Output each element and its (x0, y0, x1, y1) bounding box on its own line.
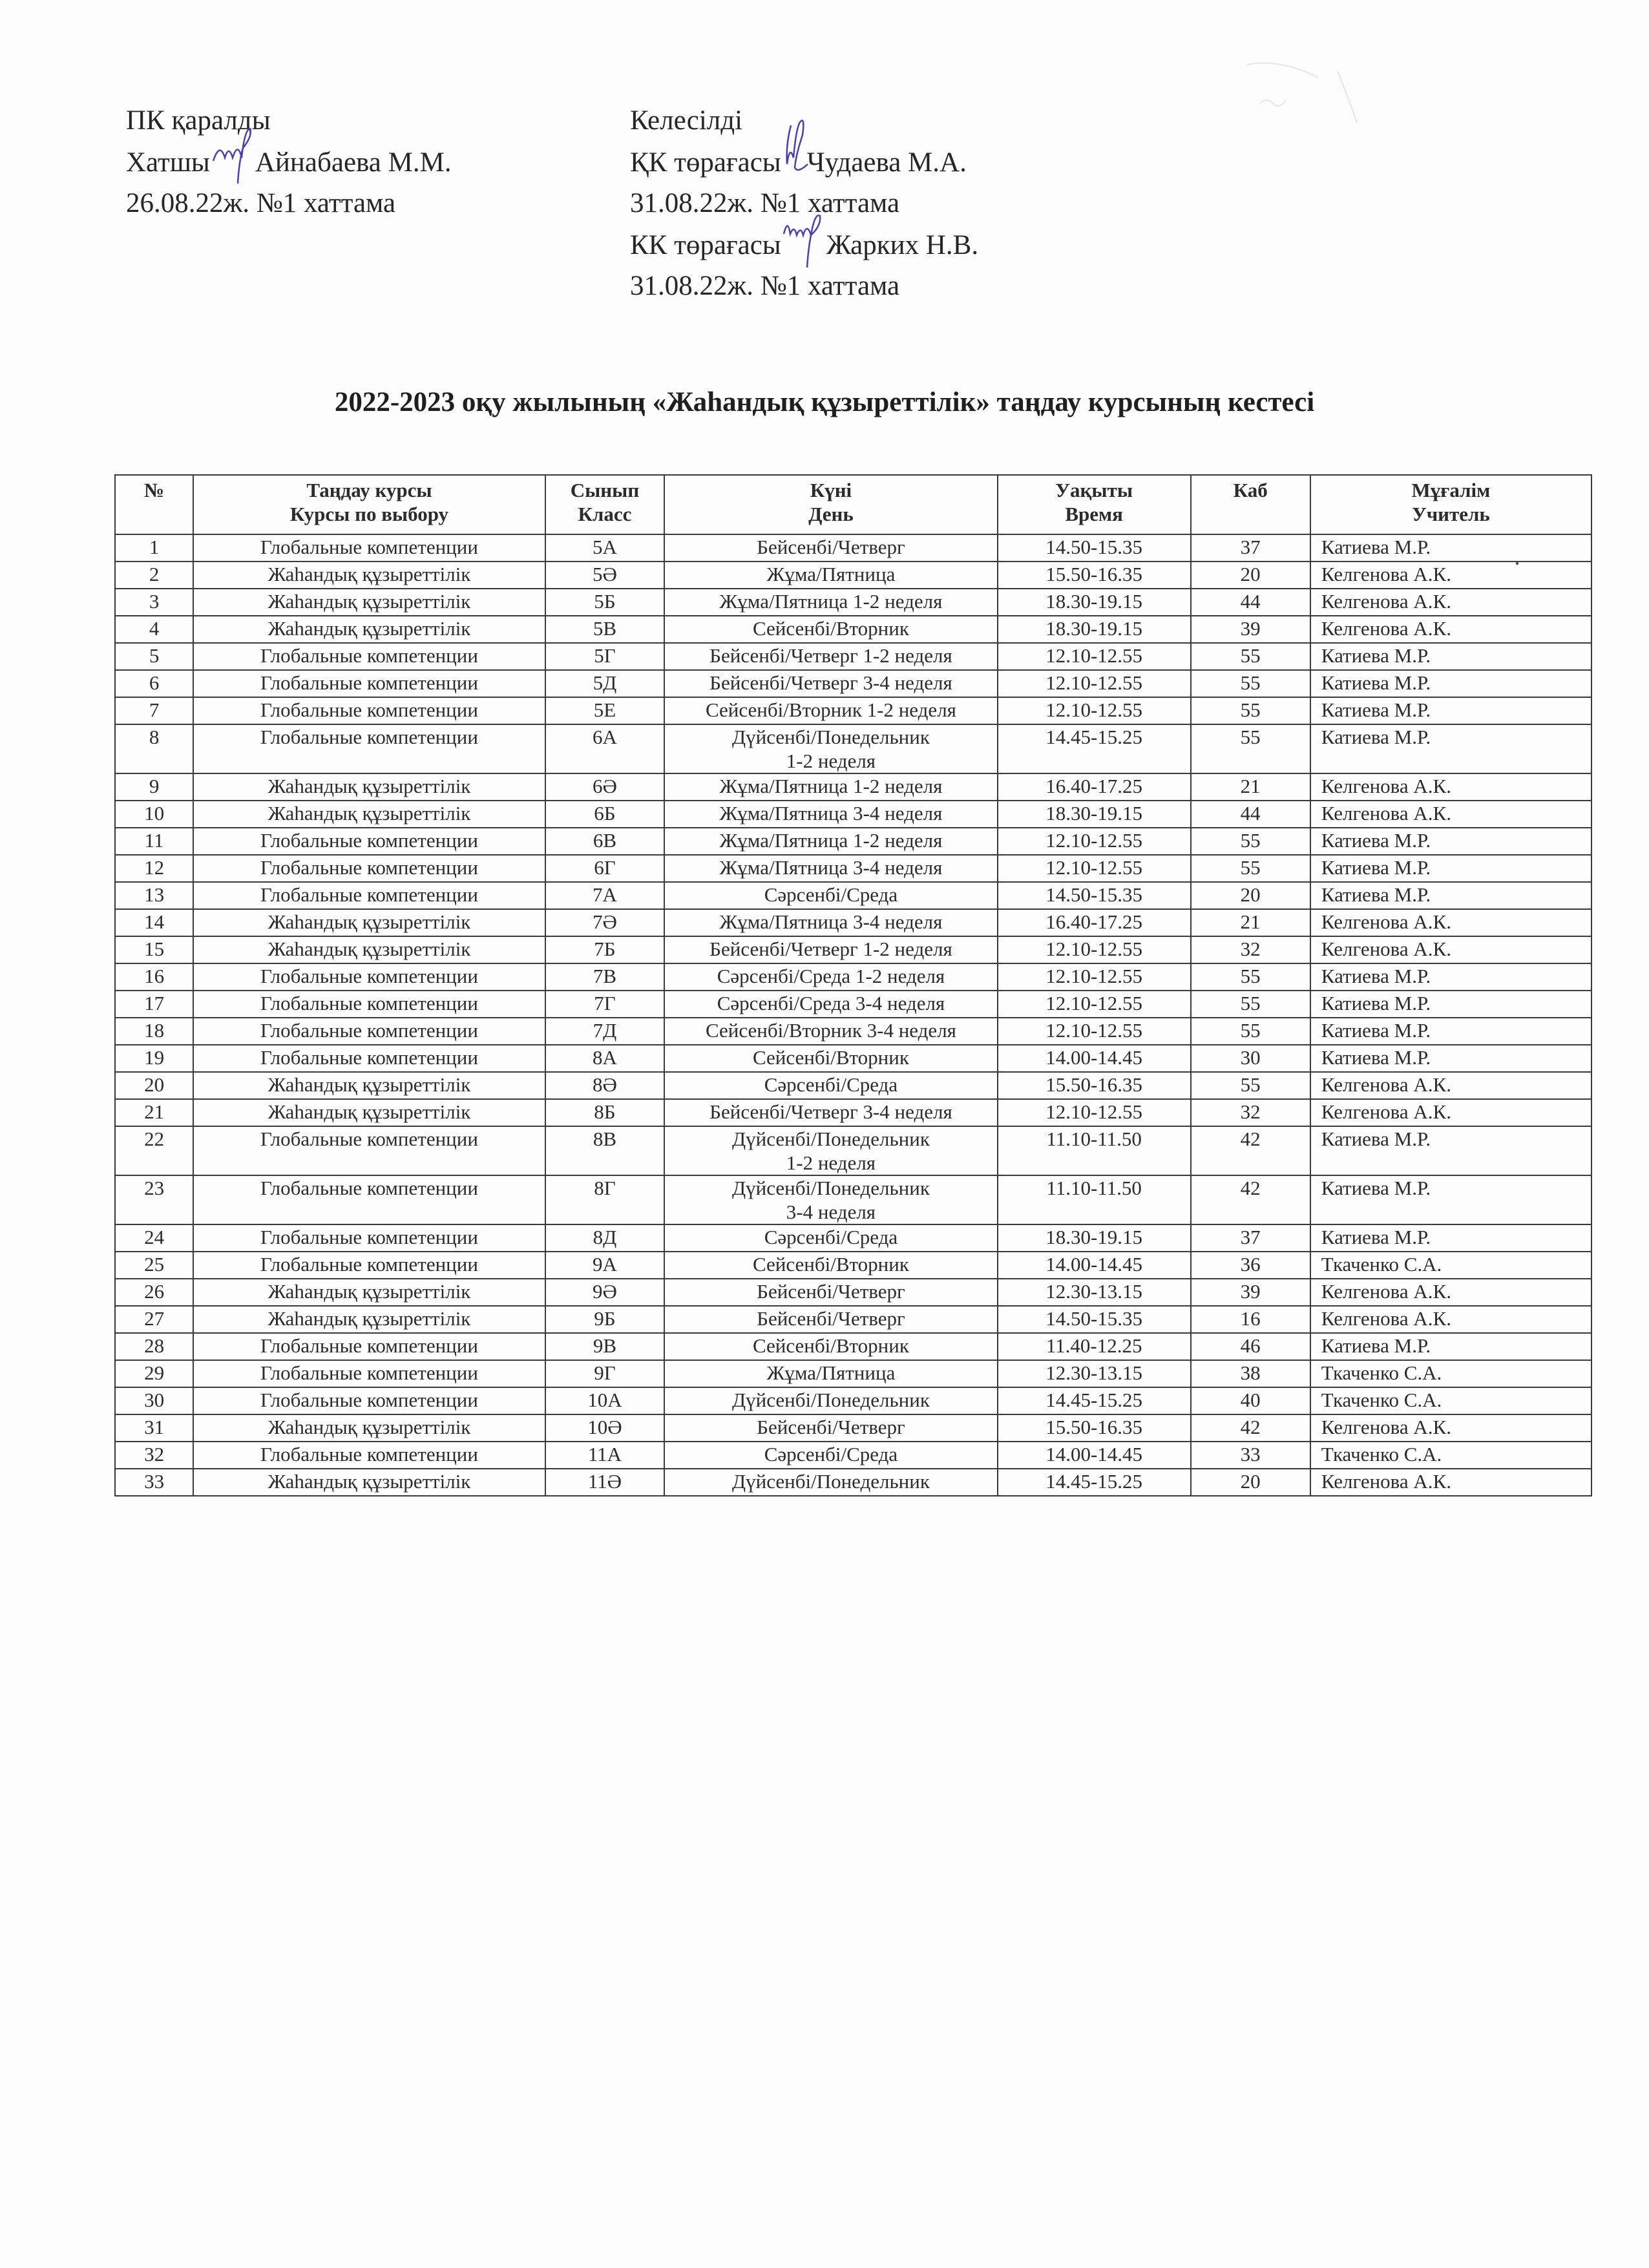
cell-class: 9В (545, 1333, 664, 1360)
cell-class: 6Ә (545, 773, 664, 801)
table-header-row (115, 475, 1591, 534)
cell-number: 23 (115, 1175, 193, 1224)
cell-room: 39 (1191, 1279, 1310, 1306)
chair-2-name: Жарких Н.В. (826, 230, 979, 260)
cell-course: Глобальные компетенции (193, 855, 545, 882)
cell-number: 4 (115, 616, 193, 643)
cell-day: Жұма/Пятница (664, 562, 998, 589)
cell-room: 55 (1191, 1018, 1310, 1045)
cell-teacher: Катиева М.Р. (1310, 697, 1591, 724)
cell-room: 20 (1191, 882, 1310, 909)
cell-number: 19 (115, 1045, 193, 1072)
cell-day: Сәрсенбі/Среда 3-4 неделя (664, 991, 998, 1018)
cell-course: Жаһандық құзыреттілік (193, 589, 545, 616)
table-row (115, 1469, 1591, 1496)
cell-class: 7Д (545, 1018, 664, 1045)
cell-day: Дүйсенбі/Понедельник (664, 1469, 998, 1496)
cell-time: 15.50-16.35 (998, 1414, 1191, 1442)
cell-room: 42 (1191, 1414, 1310, 1442)
document-title: 2022-2023 оқу жылының «Жаһандық құзыреттілік» таңдау курсының кестесі (334, 387, 1315, 417)
cell-teacher: Келгенова А.К. (1310, 562, 1591, 589)
cell-number: 32 (115, 1442, 193, 1469)
table-row (115, 909, 1591, 936)
cell-room: 55 (1191, 963, 1310, 991)
cell-time: 16.40-17.25 (998, 909, 1191, 936)
cell-teacher: Келгенова А.К. (1310, 801, 1591, 828)
cell-class: 10А (545, 1387, 664, 1414)
cell-teacher: Ткаченко С.А. (1310, 1387, 1591, 1414)
cell-time: 12.10-12.55 (998, 643, 1191, 670)
cell-day: Бейсенбі/Четверг (664, 1279, 998, 1306)
table-row (115, 936, 1591, 963)
cell-day: Бейсенбі/Четверг 3-4 неделя (664, 670, 998, 697)
table-row (115, 1387, 1591, 1414)
cell-course: Жаһандық құзыреттілік (193, 936, 545, 963)
cell-number: 6 (115, 670, 193, 697)
cell-room: 55 (1191, 697, 1310, 724)
cell-number: 2 (115, 562, 193, 589)
approval-left-heading: ПК қаралды (126, 105, 271, 136)
cell-day: Сейсенбі/Вторник (664, 1045, 998, 1072)
cell-class: 6А (545, 724, 664, 773)
cell-teacher: Ткаченко С.А. (1310, 1252, 1591, 1279)
course-schedule-table (114, 474, 1592, 1496)
cell-time: 14.00-14.45 (998, 1442, 1191, 1469)
table-row (115, 882, 1591, 909)
cell-room: 42 (1191, 1175, 1310, 1224)
cell-time: 18.30-19.15 (998, 616, 1191, 643)
cell-teacher: Катиева М.Р. (1310, 1045, 1591, 1072)
table-row (115, 1175, 1591, 1224)
cell-class: 9Б (545, 1306, 664, 1333)
cell-day-week: 1-2 неделя (786, 1151, 876, 1174)
approval-left-secretary (126, 142, 452, 183)
cell-number: 14 (115, 909, 193, 936)
cell-room: 55 (1191, 855, 1310, 882)
cell-time: 14.50-15.35 (998, 534, 1191, 562)
cell-number: 16 (115, 963, 193, 991)
cell-day: Сәрсенбі/Среда (664, 1442, 998, 1469)
signature-icon (781, 142, 807, 180)
cell-time: 14.50-15.35 (998, 882, 1191, 909)
secretary-name: Айнабаева М.М. (255, 147, 452, 178)
header-time: Уақыты Время (998, 475, 1191, 534)
cell-room: 55 (1191, 724, 1310, 773)
header-course: Таңдау курсы Курсы по выбору (193, 475, 545, 534)
signature-icon (781, 224, 826, 263)
cell-course: Глобальные компетенции (193, 963, 545, 991)
cell-course: Жаһандық құзыреттілік (193, 616, 545, 643)
cell-room: 39 (1191, 616, 1310, 643)
table-row (115, 1018, 1591, 1045)
cell-class: 8А (545, 1045, 664, 1072)
cell-class: 8Д (545, 1224, 664, 1252)
table-row (115, 1306, 1591, 1333)
cell-class: 7Ә (545, 909, 664, 936)
cell-number: 28 (115, 1333, 193, 1360)
cell-teacher: Катиева М.Р. (1310, 1126, 1591, 1175)
cell-room: 44 (1191, 589, 1310, 616)
cell-course: Жаһандық құзыреттілік (193, 1099, 545, 1126)
cell-day: Сәрсенбі/Среда (664, 882, 998, 909)
cell-room: 55 (1191, 991, 1310, 1018)
cell-day: Жұма/Пятница 1-2 неделя (664, 773, 998, 801)
cell-number: 15 (115, 936, 193, 963)
cell-day: Сейсенбі/Вторник 3-4 неделя (664, 1018, 998, 1045)
table-row (115, 589, 1591, 616)
cell-course: Глобальные компетенции (193, 724, 545, 773)
secretary-label: Хатшы (126, 147, 210, 178)
cell-day: Сейсенбі/Вторник (664, 1333, 998, 1360)
cell-room: 38 (1191, 1360, 1310, 1387)
cell-room: 40 (1191, 1387, 1310, 1414)
cell-teacher: Келгенова А.К. (1310, 1099, 1591, 1126)
cell-teacher: Келгенова А.К. (1310, 773, 1591, 801)
cell-course: Глобальные компетенции (193, 1333, 545, 1360)
signature-icon (210, 142, 255, 180)
cell-teacher: Келгенова А.К. (1310, 1306, 1591, 1333)
cell-time: 14.00-14.45 (998, 1252, 1191, 1279)
cell-time: 16.40-17.25 (998, 773, 1191, 801)
cell-day: Жұма/Пятница 3-4 неделя (664, 855, 998, 882)
cell-time: 14.00-14.45 (998, 1045, 1191, 1072)
cell-course: Жаһандық құзыреттілік (193, 909, 545, 936)
cell-teacher: Катиева М.Р. (1310, 991, 1591, 1018)
cell-teacher: Катиева М.Р. (1310, 1224, 1591, 1252)
cell-course: Глобальные компетенции (193, 991, 545, 1018)
cell-course: Глобальные компетенции (193, 1126, 545, 1175)
cell-course: Жаһандық құзыреттілік (193, 1414, 545, 1442)
cell-course: Глобальные компетенции (193, 1387, 545, 1414)
cell-day: Бейсенбі/Четверг (664, 534, 998, 562)
cell-class: 5А (545, 534, 664, 562)
table-row (115, 855, 1591, 882)
cell-room: 32 (1191, 1099, 1310, 1126)
cell-day: Бейсенбі/Четверг (664, 1306, 998, 1333)
cell-time: 12.10-12.55 (998, 1099, 1191, 1126)
table-row (115, 1333, 1591, 1360)
chair-1-name: Чудаева М.А. (806, 147, 967, 178)
cell-room: 55 (1191, 828, 1310, 855)
cell-number: 21 (115, 1099, 193, 1126)
cell-course: Жаһандық құзыреттілік (193, 1469, 545, 1496)
cell-class: 8Г (545, 1175, 664, 1224)
cell-number: 8 (115, 724, 193, 773)
cell-course: Глобальные компетенции (193, 534, 545, 562)
cell-teacher: Катиева М.Р. (1310, 724, 1591, 773)
cell-course: Глобальные компетенции (193, 882, 545, 909)
cell-class: 5Д (545, 670, 664, 697)
approval-block-left (126, 100, 452, 224)
cell-class: 9Ә (545, 1279, 664, 1306)
cell-teacher: Катиева М.Р. (1310, 534, 1591, 562)
table-row (115, 1126, 1591, 1175)
cell-day-week: 1-2 неделя (786, 750, 876, 772)
cell-room: 36 (1191, 1252, 1310, 1279)
cell-number: 20 (115, 1072, 193, 1099)
table-row (115, 801, 1591, 828)
table-row (115, 616, 1591, 643)
cell-time: 15.50-16.35 (998, 562, 1191, 589)
cell-time: 15.50-16.35 (998, 1072, 1191, 1099)
cell-teacher: Катиева М.Р. (1310, 882, 1591, 909)
cell-class: 5Г (545, 643, 664, 670)
cell-time: 14.45-15.25 (998, 1387, 1191, 1414)
cell-number: 33 (115, 1469, 193, 1496)
cell-course: Глобальные компетенции (193, 1442, 545, 1469)
cell-day: Жұма/Пятница 1-2 неделя (664, 828, 998, 855)
chair-1-label: ҚК төрағасы (630, 147, 781, 178)
cell-number: 11 (115, 828, 193, 855)
cell-day: Жұма/Пятница (664, 1360, 998, 1387)
table-row (115, 1360, 1591, 1387)
cell-room: 32 (1191, 936, 1310, 963)
cell-time: 14.45-15.25 (998, 1469, 1191, 1496)
cell-room: 21 (1191, 909, 1310, 936)
cell-day: Бейсенбі/Четверг 1-2 неделя (664, 936, 998, 963)
cell-day: Дүйсенбі/Понедельник 1-2 неделя (664, 1126, 998, 1175)
cell-room: 37 (1191, 534, 1310, 562)
table-row (115, 828, 1591, 855)
cell-class: 6В (545, 828, 664, 855)
cell-teacher: Катиева М.Р. (1310, 963, 1591, 991)
cell-class: 5Ә (545, 562, 664, 589)
cell-course: Глобальные компетенции (193, 1252, 545, 1279)
cell-time: 12.30-13.15 (998, 1360, 1191, 1387)
cell-day: Бейсенбі/Четверг 3-4 неделя (664, 1099, 998, 1126)
cell-teacher: Келгенова А.К. (1310, 1072, 1591, 1099)
cell-course: Глобальные компетенции (193, 1045, 545, 1072)
approval-left-protocol: 26.08.22ж. №1 хаттама (126, 188, 396, 218)
table-body (115, 534, 1591, 1496)
cell-class: 8Ә (545, 1072, 664, 1099)
cell-number: 29 (115, 1360, 193, 1387)
cell-teacher: Келгенова А.К. (1310, 936, 1591, 963)
cell-class: 10Ә (545, 1414, 664, 1442)
cell-day: Сейсенбі/Вторник (664, 616, 998, 643)
cell-day: Жұма/Пятница 1-2 неделя (664, 589, 998, 616)
table-row (115, 1099, 1591, 1126)
cell-teacher: Катиева М.Р. (1310, 828, 1591, 855)
table-row (115, 670, 1591, 697)
cell-teacher: Келгенова А.К. (1310, 589, 1591, 616)
cell-class: 8Б (545, 1099, 664, 1126)
cell-room: 37 (1191, 1224, 1310, 1252)
header-room: Каб (1191, 475, 1310, 534)
approval-right-chair-1 (630, 142, 978, 183)
cell-course: Жаһандық құзыреттілік (193, 1279, 545, 1306)
cell-room: 20 (1191, 562, 1310, 589)
header-class: Сынып Класс (545, 475, 664, 534)
cell-class: 7Б (545, 936, 664, 963)
chair-2-label: КК төрағасы (630, 230, 781, 260)
cell-teacher: Катиева М.Р. (1310, 1333, 1591, 1360)
cell-class: 7А (545, 882, 664, 909)
cell-course: Жаһандық құзыреттілік (193, 562, 545, 589)
cell-time: 12.10-12.55 (998, 1018, 1191, 1045)
cell-room: 16 (1191, 1306, 1310, 1333)
cell-course: Глобальные компетенции (193, 1175, 545, 1224)
cell-number: 10 (115, 801, 193, 828)
cell-class: 7В (545, 963, 664, 991)
cell-time: 18.30-19.15 (998, 1224, 1191, 1252)
cell-day: Сәрсенбі/Среда (664, 1224, 998, 1252)
cell-time: 12.10-12.55 (998, 936, 1191, 963)
cell-time: 11.40-12.25 (998, 1333, 1191, 1360)
approval-right-heading: Келесілді (630, 105, 743, 136)
cell-time: 12.10-12.55 (998, 697, 1191, 724)
cell-number: 1 (115, 534, 193, 562)
cell-course: Жаһандық құзыреттілік (193, 1072, 545, 1099)
cell-time: 12.30-13.15 (998, 1279, 1191, 1306)
cell-course: Жаһандық құзыреттілік (193, 1306, 545, 1333)
cell-class: 5Б (545, 589, 664, 616)
table-row (115, 991, 1591, 1018)
cell-teacher: Ткаченко С.А. (1310, 1360, 1591, 1387)
cell-number: 3 (115, 589, 193, 616)
cell-room: 55 (1191, 643, 1310, 670)
cell-number: 25 (115, 1252, 193, 1279)
cell-class: 6Б (545, 801, 664, 828)
cell-time: 12.10-12.55 (998, 991, 1191, 1018)
cell-number: 24 (115, 1224, 193, 1252)
table-row (115, 1442, 1591, 1469)
cell-room: 44 (1191, 801, 1310, 828)
cell-time: 14.45-15.25 (998, 724, 1191, 773)
cell-course: Глобальные компетенции (193, 697, 545, 724)
cell-class: 6Г (545, 855, 664, 882)
approval-right-protocol-1: 31.08.22ж. №1 хаттама (630, 188, 900, 218)
cell-teacher: Келгенова А.К. (1310, 616, 1591, 643)
table-row (115, 1072, 1591, 1099)
cell-day: Сейсенбі/Вторник 1-2 неделя (664, 697, 998, 724)
table-row (115, 1414, 1591, 1442)
cell-class: 9Г (545, 1360, 664, 1387)
cell-room: 42 (1191, 1126, 1310, 1175)
cell-day: Жұма/Пятница 3-4 неделя (664, 909, 998, 936)
cell-number: 26 (115, 1279, 193, 1306)
cell-day: Сәрсенбі/Среда (664, 1072, 998, 1099)
cell-class: 5В (545, 616, 664, 643)
cell-class: 9А (545, 1252, 664, 1279)
cell-room: 46 (1191, 1333, 1310, 1360)
cell-time: 14.50-15.35 (998, 1306, 1191, 1333)
cell-course: Глобальные компетенции (193, 643, 545, 670)
cell-number: 5 (115, 643, 193, 670)
cell-day: Дүйсенбі/Понедельник 3-4 неделя (664, 1175, 998, 1224)
cell-class: 8В (545, 1126, 664, 1175)
cell-day: Бейсенбі/Четверг (664, 1414, 998, 1442)
cell-day: Жұма/Пятница 3-4 неделя (664, 801, 998, 828)
table-row (115, 1252, 1591, 1279)
table-row (115, 1224, 1591, 1252)
cell-number: 9 (115, 773, 193, 801)
cell-teacher: Катиева М.Р. (1310, 643, 1591, 670)
cell-number: 18 (115, 1018, 193, 1045)
cell-course: Глобальные компетенции (193, 1360, 545, 1387)
cell-teacher: Катиева М.Р. (1310, 1175, 1591, 1224)
cell-teacher: Катиева М.Р. (1310, 855, 1591, 882)
cell-teacher: Келгенова А.К. (1310, 1414, 1591, 1442)
cell-room: 55 (1191, 1072, 1310, 1099)
cell-class: 11А (545, 1442, 664, 1469)
cell-course: Жаһандық құзыреттілік (193, 773, 545, 801)
cell-course: Жаһандық құзыреттілік (193, 801, 545, 828)
cell-time: 12.10-12.55 (998, 670, 1191, 697)
table-row (115, 643, 1591, 670)
cell-time: 12.10-12.55 (998, 855, 1191, 882)
cell-room: 21 (1191, 773, 1310, 801)
cell-time: 11.10-11.50 (998, 1175, 1191, 1224)
cell-teacher: Келгенова А.К. (1310, 909, 1591, 936)
cell-room: 33 (1191, 1442, 1310, 1469)
cell-room: 55 (1191, 670, 1310, 697)
cell-time: 12.10-12.55 (998, 828, 1191, 855)
cell-course: Глобальные компетенции (193, 670, 545, 697)
stamp-mark (1241, 52, 1370, 129)
cell-number: 7 (115, 697, 193, 724)
cell-day: Дүйсенбі/Понедельник 1-2 неделя (664, 724, 998, 773)
cell-day: Бейсенбі/Четверг 1-2 неделя (664, 643, 998, 670)
cell-teacher: Катиева М.Р. (1310, 670, 1591, 697)
table-row (115, 963, 1591, 991)
cell-time: 18.30-19.15 (998, 801, 1191, 828)
cell-course: Глобальные компетенции (193, 1018, 545, 1045)
cell-teacher: Келгенова А.К. (1310, 1469, 1591, 1496)
cell-class: 7Г (545, 991, 664, 1018)
cell-number: 13 (115, 882, 193, 909)
cell-day: Сейсенбі/Вторник (664, 1252, 998, 1279)
cell-number: 30 (115, 1387, 193, 1414)
cell-day-week: 3-4 неделя (786, 1201, 876, 1223)
cell-room: 20 (1191, 1469, 1310, 1496)
header-number: № (115, 475, 193, 534)
cell-number: 27 (115, 1306, 193, 1333)
cell-room: 30 (1191, 1045, 1310, 1072)
cell-course: Глобальные компетенции (193, 1224, 545, 1252)
table-row (115, 1279, 1591, 1306)
header-day: Күні День (664, 475, 998, 534)
table-row (115, 562, 1591, 589)
cell-number: 17 (115, 991, 193, 1018)
cell-day: Сәрсенбі/Среда 1-2 неделя (664, 963, 998, 991)
approval-right-chair-2 (630, 224, 978, 266)
table-row (115, 773, 1591, 801)
table-row (115, 534, 1591, 562)
approval-block-right (630, 100, 978, 307)
cell-teacher: Келгенова А.К. (1310, 1279, 1591, 1306)
cell-teacher: Ткаченко С.А. (1310, 1442, 1591, 1469)
table-row (115, 697, 1591, 724)
cell-time: 11.10-11.50 (998, 1126, 1191, 1175)
scan-speck (1516, 562, 1518, 565)
cell-class: 11Ә (545, 1469, 664, 1496)
cell-course: Глобальные компетенции (193, 828, 545, 855)
cell-time: 12.10-12.55 (998, 963, 1191, 991)
table-row (115, 1045, 1591, 1072)
table-row (115, 724, 1591, 773)
cell-day: Дүйсенбі/Понедельник (664, 1387, 998, 1414)
header-teacher: Мұғалім Учитель (1310, 475, 1591, 534)
cell-teacher: Катиева М.Р. (1310, 1018, 1591, 1045)
approval-right-protocol-2: 31.08.22ж. №1 хаттама (630, 271, 900, 301)
cell-number: 22 (115, 1126, 193, 1175)
cell-number: 31 (115, 1414, 193, 1442)
cell-class: 5Е (545, 697, 664, 724)
cell-number: 12 (115, 855, 193, 882)
cell-time: 18.30-19.15 (998, 589, 1191, 616)
